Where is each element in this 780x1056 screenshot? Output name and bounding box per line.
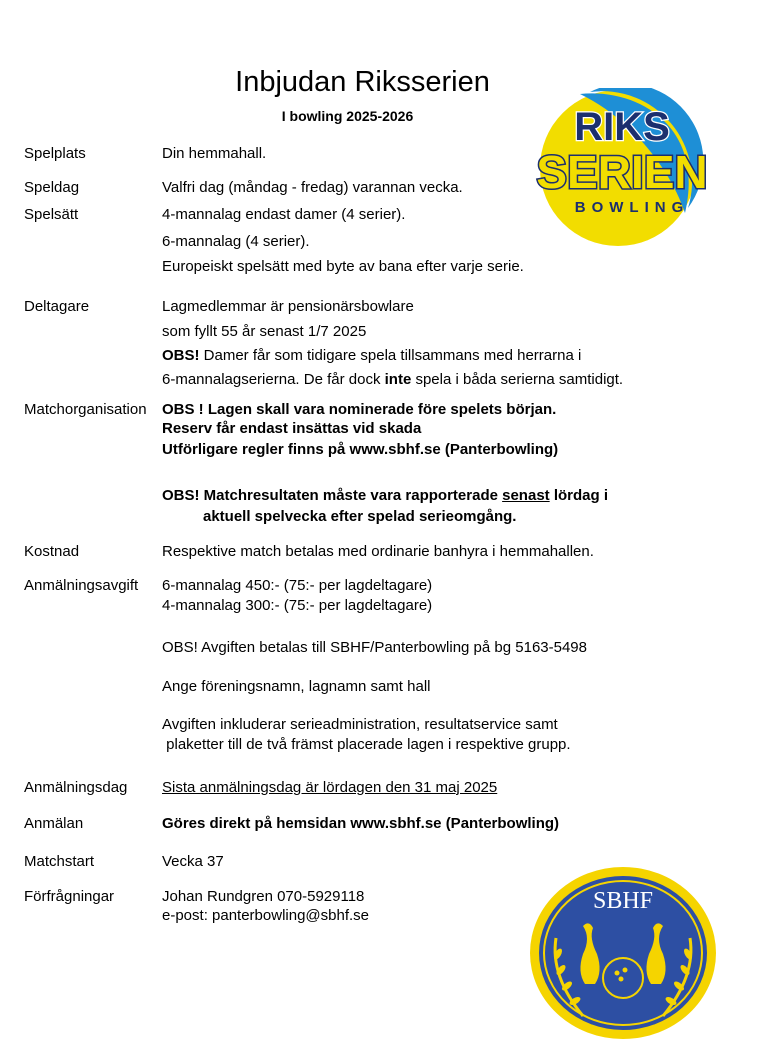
value-deltagare-3 xyxy=(162,347,581,364)
matchorg-4-underline: senast xyxy=(502,487,550,504)
label-anmalan: Anmälan xyxy=(24,815,84,832)
value-anmalan: Göres direkt på hemsidan www.sbhf.se (Panterbowling) xyxy=(162,815,560,832)
value-avgift-1: 6-mannalag 450:- (75:- per lagdeltagare) xyxy=(162,577,433,594)
label-kostnad: Kostnad xyxy=(24,543,80,560)
value-avgift-4: Ange föreningsnamn, lagnamn samt hall xyxy=(162,678,431,695)
sbhf-wordmark: SBHF xyxy=(592,888,654,914)
value-avgift-6: plaketter till de två främst placerade lagen i respektive grupp. xyxy=(162,736,571,753)
value-anmalningsdag: Sista anmälningsdag är lördagen den 31 maj 2025 xyxy=(162,779,498,796)
value-matchorg-2: Reserv får endast insättas vid skada xyxy=(162,420,422,437)
deltagare-4-b: spela i båda serierna samtidigt. xyxy=(411,371,624,388)
value-spelsatt-2: 6-mannalag (4 serier). xyxy=(162,233,310,250)
riksserien-logo xyxy=(520,88,725,248)
value-spelsatt-1: 4-mannalag endast damer (4 serier). xyxy=(162,206,406,223)
deltagare-3-rest: Damer får som tidigare spela tillsammans med herrarna i xyxy=(199,347,582,364)
serien-wordmark: SERIEN xyxy=(536,146,708,198)
value-spelsatt-3: Europeiskt spelsätt med byte av bana efter varje serie. xyxy=(162,258,524,275)
value-forfragningar-2: e-post: panterbowling@sbhf.se xyxy=(162,907,370,924)
value-spelplats: Din hemmahall. xyxy=(162,145,267,162)
matchorg-4-b: lördag i xyxy=(549,487,608,504)
matchorg-4-a: OBS! Matchresultaten måste vara rapporterade xyxy=(162,487,503,504)
label-deltagare: Deltagare xyxy=(24,298,90,315)
obs-label: OBS! xyxy=(162,347,200,364)
label-matchstart: Matchstart xyxy=(24,853,95,870)
label-anmalningsdag: Anmälningsdag xyxy=(24,779,128,796)
deltagare-4-a: 6-mannalagserierna. De får dock xyxy=(162,371,385,388)
label-speldag: Speldag xyxy=(24,179,80,196)
value-speldag: Valfri dag (måndag - fredag) varannan vecka. xyxy=(162,179,463,196)
sbhf-logo xyxy=(528,866,718,1041)
value-avgift-2: 4-mannalag 300:- (75:- per lagdeltagare) xyxy=(162,597,433,614)
label-anmalningsavgift: Anmälningsavgift xyxy=(24,577,139,594)
label-spelsatt: Spelsätt xyxy=(24,206,79,223)
label-matchorganisation: Matchorganisation xyxy=(24,401,147,418)
page-subtitle: I bowling 2025-2026 xyxy=(281,108,414,124)
value-matchorg-4 xyxy=(162,487,608,504)
value-forfragningar-1: Johan Rundgren 070-5929118 xyxy=(162,888,365,905)
value-avgift-3: OBS! Avgiften betalas till SBHF/Panterbowling på bg 5163-5498 xyxy=(162,639,587,656)
riks-wordmark: RIKS xyxy=(574,105,670,149)
value-matchorg-3: Utförligare regler finns på www.sbhf.se (Panterbowling) xyxy=(162,441,559,458)
value-kostnad: Respektive match betalas med ordinarie banhyra i hemmahallen. xyxy=(162,543,594,560)
deltagare-4-bold: inte xyxy=(384,371,412,388)
value-deltagare-4 xyxy=(162,371,623,388)
bowling-wordmark: BOWLING xyxy=(574,199,690,216)
value-avgift-5: Avgiften inkluderar serieadministration, resultatservice samt xyxy=(162,716,558,733)
value-deltagare-1: Lagmedlemmar är pensionärsbowlare xyxy=(162,298,414,315)
value-deltagare-2: som fyllt 55 år senast 1/7 2025 xyxy=(162,323,367,340)
page-title: Inbjudan Riksserien xyxy=(235,66,490,98)
value-matchorg-1: OBS ! Lagen skall vara nominerade före spelets början. xyxy=(162,401,557,418)
label-forfragningar: Förfrågningar xyxy=(24,888,115,905)
label-spelplats: Spelplats xyxy=(24,145,86,162)
value-matchstart: Vecka 37 xyxy=(162,853,224,870)
value-matchorg-5: aktuell spelvecka efter spelad serieomgång. xyxy=(203,508,517,525)
